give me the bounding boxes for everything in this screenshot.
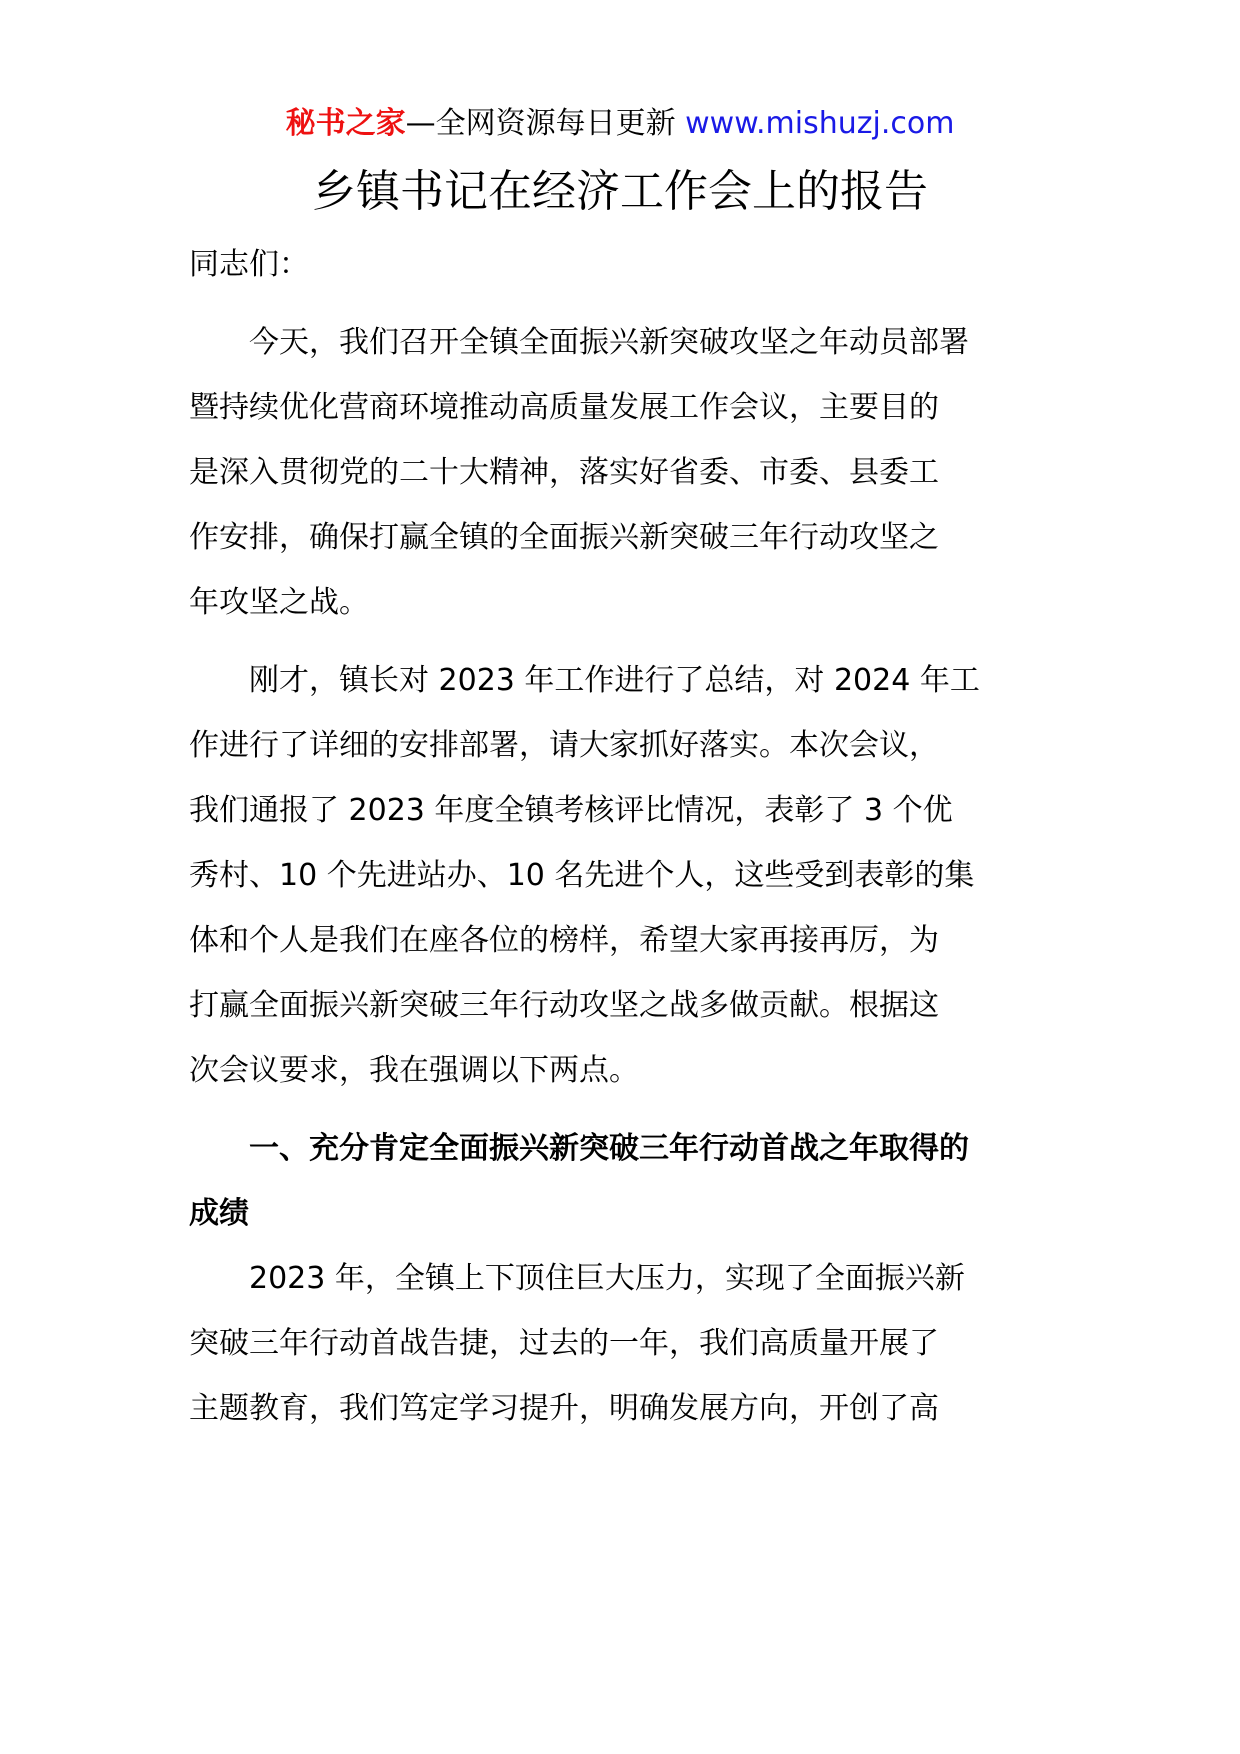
paragraph-line: 主题教育，我们笃定学习提升，明确发展方向，开创了高 [189,1391,939,1426]
brand-name: 秘书之家 [285,106,406,141]
paragraph-line: 年攻坚之战。 [189,585,369,620]
paragraph-line: 突破三年行动首战告捷，过去的一年，我们高质量开展了 [189,1326,939,1361]
paragraph-line: 体和个人是我们在座各位的榜样，希望大家再接再厉，为 [189,923,939,958]
paragraph-line: 是深入贯彻党的二十大精神，落实好省委、市委、县委工 [189,455,939,490]
paragraph-line: 2023 年，全镇上下顶住巨大压力，实现了全面振兴新 [189,1261,965,1296]
heading-line: 成绩 [189,1196,249,1231]
site-header [0,104,1240,144]
paragraph-line: 作安排，确保打赢全镇的全面振兴新突破三年行动攻坚之 [189,520,939,555]
paragraph-opening [189,310,1069,635]
section-heading-1 [189,1116,1069,1246]
document-title: 乡镇书记在经济工作会上的报告 [312,166,928,217]
paragraph-summary [189,648,1069,1103]
paragraph-line: 刚才，镇长对 2023 年工作进行了总结，对 2024 年工 [189,663,980,698]
site-url-link[interactable]: www.mishuzj.com [685,106,955,141]
heading-line: 一、充分肯定全面振兴新突破三年行动首战之年取得的 [189,1131,969,1166]
paragraph-achievements [189,1246,1069,1441]
paragraph-line: 次会议要求，我在强调以下两点。 [189,1053,639,1088]
paragraph-line: 作进行了详细的安排部署，请大家抓好落实。本次会议， [189,728,939,763]
paragraph-line: 今天，我们召开全镇全面振兴新突破攻坚之年动员部署 [189,325,969,360]
paragraph-line: 暨持续优化营商环境推动高质量发展工作会议，主要目的 [189,390,939,425]
paragraph-line: 我们通报了 2023 年度全镇考核评比情况，表彰了 3 个优 [189,793,953,828]
document-body [189,232,1069,1441]
salutation: 同志们： [189,247,309,282]
header-tagline: —全网资源每日更新 [405,106,676,141]
paragraph-line: 打赢全面振兴新突破三年行动攻坚之战多做贡献。根据这 [189,988,939,1023]
paragraph-line: 秀村、10 个先进站办、10 名先进个人，这些受到表彰的集 [189,858,975,893]
